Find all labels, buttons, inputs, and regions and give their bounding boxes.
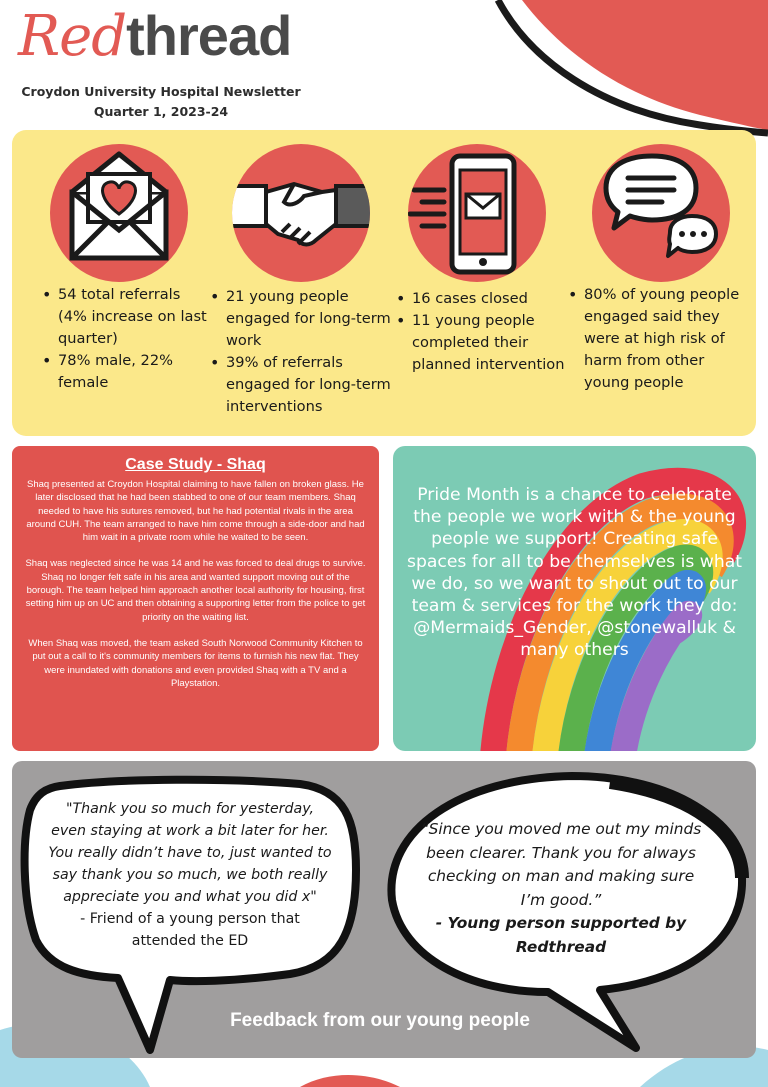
stat-item: • 11 young people completed their planned intervention bbox=[396, 310, 576, 376]
feedback-quote-young-person bbox=[414, 818, 708, 959]
feedback-caption: Feedback from our young people bbox=[230, 1010, 530, 1031]
newsletter-quarter: Quarter 1, 2023-24 bbox=[93, 104, 229, 119]
newsletter-subtitle: Croydon University Hospital Newsletter bbox=[21, 84, 301, 99]
stat-item: • 54 total referrals (4% increase on last quarter) bbox=[42, 284, 212, 350]
quote-text: "Thank you so much for yesterday, even staying at work a bit later for her. You really didn’t have to, just wanted to say thank you so much, we both really appreciate you and what you did x" bbox=[48, 801, 332, 905]
logo-red: Red bbox=[18, 4, 127, 69]
quote-text: “Since you moved me out my minds been clearer. Thank you for always checking on man and making sure I’m good.” bbox=[420, 820, 702, 909]
quote-attribution: - Friend of a young person that attended the ED bbox=[80, 911, 300, 949]
case-study-title: Case Study - Shaq bbox=[125, 456, 266, 473]
stat-item: • 21 young people engaged for long-term work bbox=[210, 286, 395, 352]
case-study-paragraph: When Shaq was moved, the team asked South Norwood Community Kitchen to put out a call to it's community members for items to furnish his new flat. They were inundated with donations and even provided Shaq with a TV and a Playstation. bbox=[28, 637, 363, 689]
stat-item: • 16 cases closed bbox=[396, 288, 576, 310]
feedback-quote-friend bbox=[48, 798, 332, 952]
logo-thread: thread bbox=[126, 4, 292, 67]
case-study-paragraph: Shaq was neglected since he was 14 and he was forced to deal drugs to survive. Shaq no longer felt safe in his area and wanted support moving out of the borough. The team helped him approach another local authority for housing, first setting him up on UC and then obtaining a supporting letter from the police to get priority on the waiting list. bbox=[25, 558, 366, 623]
pride-message: Pride Month is a chance to celebrate the people we work with & the young people we support! Creating safe spaces for all to be themselves is what we do, so we want to shout out to our team & services for the work they do: @Mermaids_Gender, @stonewalluk & many others bbox=[407, 485, 742, 661]
stat-item: • 39% of referrals engaged for long-term interventions bbox=[210, 352, 395, 418]
stat-item: • 80% of young people engaged said they were at high risk of harm from other young people bbox=[568, 284, 748, 394]
case-study-paragraph: Shaq presented at Croydon Hospital claiming to have fallen on broken glass. He later disclosed that he had been stabbed to one of our team members. Shaq needed to have his sutures removed, but he had potential rivals in the area around CUH. The team arranged to have him come through a side-door and had him wait in a private room while he waited to be seen. bbox=[26, 479, 365, 544]
stat-item: • 78% male, 22% female bbox=[42, 350, 212, 394]
quote-attribution: - Young person supported by Redthread bbox=[435, 914, 687, 956]
